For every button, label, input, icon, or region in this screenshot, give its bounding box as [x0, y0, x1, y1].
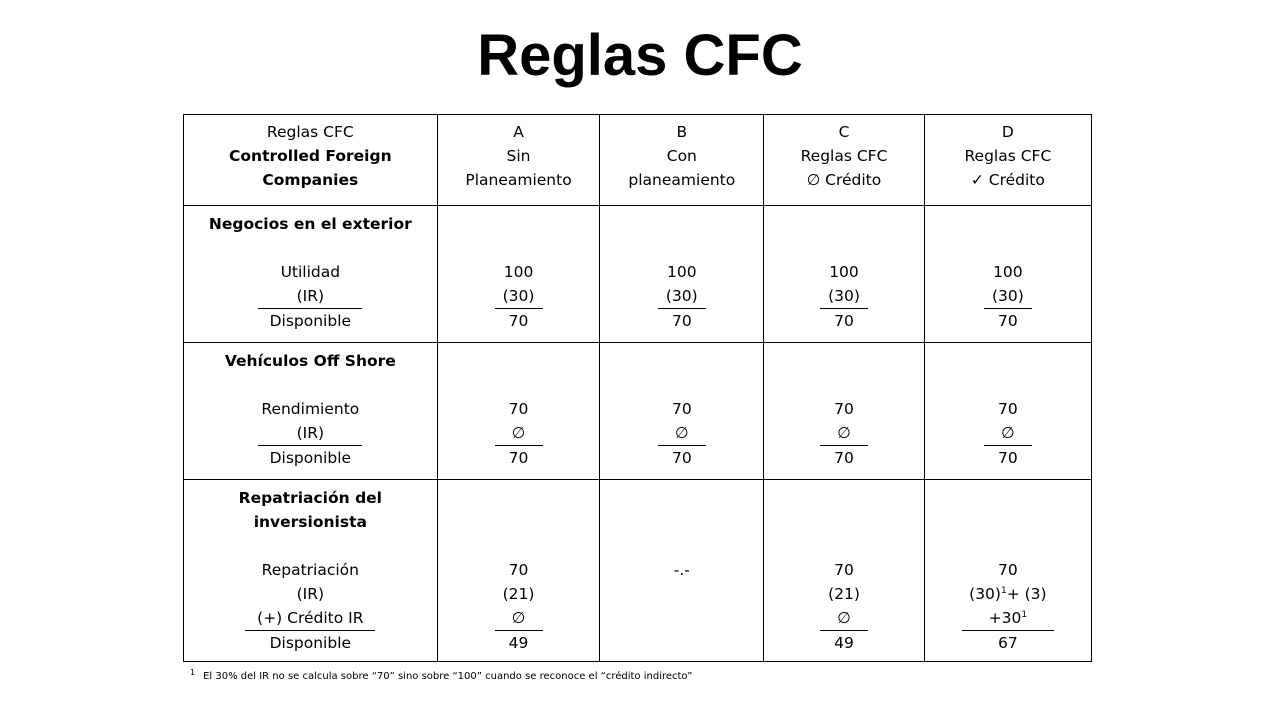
- section-heading: Vehículos Off Shore: [224, 352, 396, 370]
- section-label-cell: Repatriación del inversionista Repatriación (IR) (+) Crédito IR Disponible: [184, 480, 438, 662]
- footnote-ref: 1: [1000, 585, 1007, 596]
- empty-set-icon: ∅: [820, 421, 868, 446]
- value-cell-a: 70 (21) ∅ 49: [437, 480, 600, 662]
- footnote-marker: 1: [190, 667, 196, 677]
- table-row-vehiculos: [184, 343, 1092, 480]
- empty-set-icon: ∅: [820, 606, 868, 631]
- value-cell-d: 70 $(30)^1+ (3)$ $+30^1$ 67: [924, 480, 1091, 662]
- value-cell-d: 70 ∅ 70: [924, 343, 1091, 480]
- value-cell-c: 70 (21) ∅ 49: [764, 480, 924, 662]
- header-cell-c: C Reglas CFC ∅ Crédito: [764, 115, 924, 206]
- section-label-cell: Negocios en el exterior Utilidad (IR) Disponible: [184, 206, 438, 343]
- value-cell-c: 70 ∅ 70: [764, 343, 924, 480]
- cfc-rules-table: [183, 114, 1092, 662]
- header-cell-concept: Reglas CFC Controlled Foreign Companies: [184, 115, 438, 206]
- value-cell-a: 70 ∅ 70: [437, 343, 600, 480]
- footnote-ref: 1: [1021, 609, 1028, 620]
- table-header-row: [184, 115, 1092, 206]
- value-cell-d: 100 (30) 70: [924, 206, 1091, 343]
- section-heading: Repatriación del: [238, 489, 382, 507]
- header-cell-a: A Sin Planeamiento: [437, 115, 600, 206]
- value-cell-b: 70 ∅ 70: [600, 343, 764, 480]
- empty-set-icon: ∅: [658, 421, 706, 446]
- header-cell-d: D Reglas CFC ✓ Crédito: [924, 115, 1091, 206]
- page-title: Reglas CFC: [477, 23, 803, 88]
- section-label-cell: Vehículos Off Shore Rendimiento (IR) Disponible: [184, 343, 438, 480]
- section-heading: Negocios en el exterior: [208, 215, 412, 233]
- table-row-repatriacion: [184, 480, 1092, 662]
- value-cell-b: 100 (30) 70: [600, 206, 764, 343]
- table-row-negocios: [184, 206, 1092, 343]
- footnote-text: El 30% del IR no se calcula sobre “70” sino sobre “100” cuando se reconoce el “crédito indirecto”: [203, 671, 693, 682]
- value-cell-b: -.-: [600, 480, 764, 662]
- header-cell-b: B Con planeamiento: [600, 115, 764, 206]
- empty-set-icon: ∅: [984, 421, 1032, 446]
- value-cell-a: 100 (30) 70: [437, 206, 600, 343]
- footnote: [190, 667, 693, 682]
- empty-set-icon: ∅: [495, 606, 543, 631]
- value-cell-c: 100 (30) 70: [764, 206, 924, 343]
- empty-set-icon: ∅: [495, 421, 543, 446]
